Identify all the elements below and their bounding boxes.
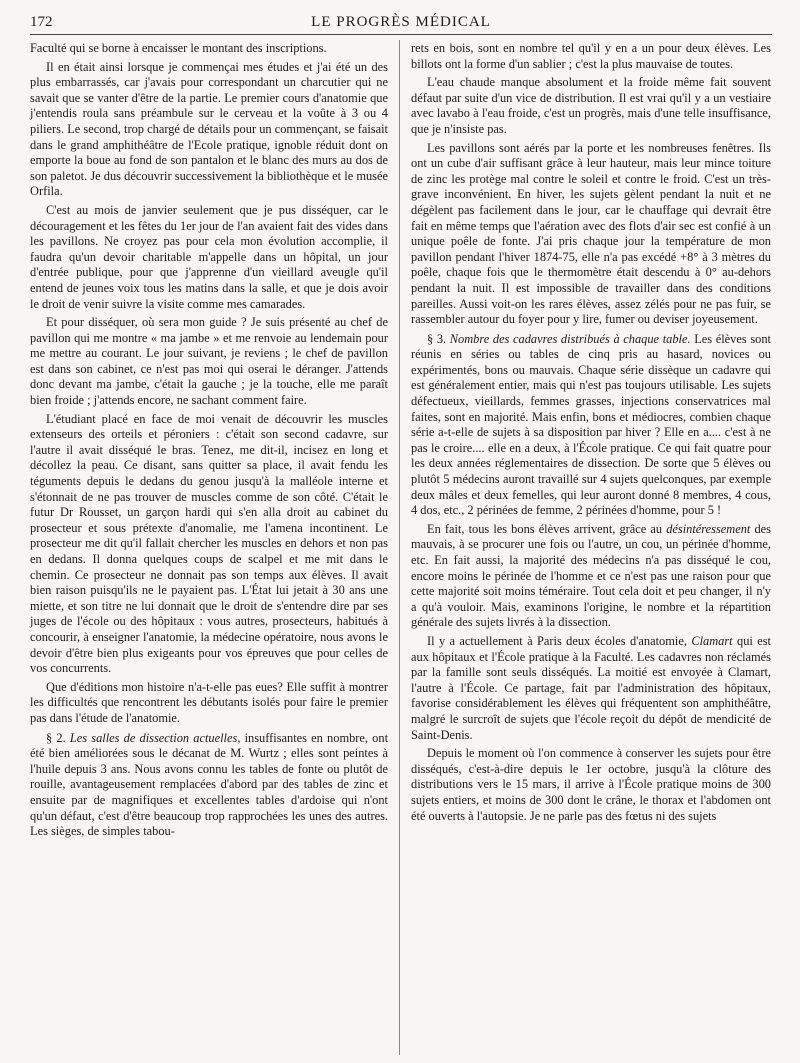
- paragraph-text: rets en bois, sont en nombre tel qu'il y en a un pour deux élèves. Les billots ont la forme d'un sablier ; c'est la plus mauvaise de toutes.: [411, 41, 771, 71]
- paragraph: [411, 41, 771, 72]
- paragraph-text: Les pavillons sont aérés par la porte et les nombreuses fenêtres. Ils ont un cube d'air suffisant grâce à leur hauteur, mais leur mince toiture de zinc les protège mal contre le soleil et contre le froid. C'est un très-grave inconvénient. En hiver, les sujets gèlent pendant la nuit et ne dégèlent pas facilement dans le jour, car le chauffage qui devrait être fait en même temps que l'aération avec des flots d'air sec est confié à un unique poêle de fonte. J'ai pris chaque jour la température de mon pavillon pendant l'hiver 1874-75, elle n'a pas excédé +8° à 3 mètres du poêle, chaque fois que le thermomètre était descendu à 0° au-dehors pendant la nuit. Il est impossible de travailler dans des conditions pareilles. Aussi voit-on les rares élèves, assez zélés pour ne pas fuir, se rassembler autour du foyer pour y lire, fumer ou deviser joyeusement.: [411, 140, 771, 327]
- paragraph: [411, 332, 771, 519]
- left-column: [30, 41, 388, 840]
- paragraph-text: L'eau chaude manque absolument et la froide même fait souvent défaut par suite d'un vice de distribution. Il est vrai qu'il y a un vestiaire avec lavabo à l'eau froide, c'est un progrès, mais d'une telle insuffisance, que je n'insiste pas.: [411, 75, 771, 136]
- paragraph-text: Les élèves sont réunis en séries ou tables de cinq pris au hasard, novices ou expérimentés, bons ou mauvais. Chaque série dissèque un cadavre qui est généralement entier, mais qui n'est pas toujours utilisable. Les sujets défectueux, vieillards, femmes grasses, injections conservatrices mal faites, sont en majorité. Mais enfin, bons et médiocres, combien chaque série a-t-elle de sujets à sa disposition par hiver ? Elle en a.... c'est à ne pas le croire.... elle en a deux, à l'École pratique. Ce qui fait quatre pour les deux années réglementaires de dissection. De sorte que 5 élèves ou plutôt 5 médecins auront travaillé sur 4 sujets quelconques, par exemple deux mâles et deux femelles, qui leur auront donné 8 membres, 4 cous, 4 dos, etc., 2 périnées de femme, 2 périnées d'homme, pour 5 !: [411, 331, 771, 518]
- paragraph-lead: Il y a actuellement à Paris deux écoles d'anatomie,: [427, 633, 692, 648]
- paragraph-text: C'est au mois de janvier seulement que je pus disséquer, car le découragement et les fêtes du 1er jour de l'an avaient fait des vides dans les pavillons. Ne croyez pas pour cela mon évolution accomplie, il faudra qu'un devoir charitable m'appelle dans un hôpital, un jour d'entrée publique, pour que j'apprenne d'un vieillard aveugle qu'il entend de jeunes voix tous les matins dans la salle, et que je dois avoir le droit de venir suivre la visite comme mes camarades.: [30, 202, 388, 311]
- page-number: 172: [30, 14, 53, 30]
- right-column: [411, 41, 771, 824]
- paragraph-text: L'étudiant placé en face de moi venait de découvrir les muscles extenseurs des orteils et péroniers : c'était son second cadavre, sur l'autre il avait disséqué le bras. Tenez, me dit-il, incisez en long et décollez la peau. Ce disant, sans quitter sa place, il avait fendu les téguments depuis le dedans du genou jusqu'à la malléole interne et s'étonnait de ne pas trouver de muscles comme de son côté. C'était le futur Dr Rousset, un garçon hardi qui s'en alla droit au cabinet du prosecteur et sous prétexte d'anomalie, me l'amena incontinent. Le prosecteur me dit qu'il fallait chercher les muscles en dehors et non pas en dedans. Il donna quelques coups de scalpel et me mit dans le chemin. Ce prosecteur ne donnait pas son temps aux élèves. Il avait bien raison puisqu'ils ne le payaient pas. L'État lui jetait à 30 ans une miette, et son titre ne lui donnait que le droit de s'entendre dire par ses juges de l'école ou des hôpitaux : vous autres, prosecteurs, habitués à concourir, à enseigner l'anatomie, la médecine opératoire, nous avons le devoir d'être bien plus exigeants pour vos épreuves que pour celles de vos concurrents.: [30, 411, 388, 676]
- running-title: LE PROGRÈS MÉDICAL: [311, 14, 491, 30]
- paragraph-lead: § 3.: [427, 331, 450, 346]
- paragraph: [411, 522, 771, 631]
- paragraph: [411, 75, 771, 137]
- paragraph: [30, 203, 388, 312]
- italic-phrase: Nombre des cadavres distribués à chaque table.: [449, 331, 691, 346]
- paragraph: [411, 634, 771, 743]
- paragraph-text: Et pour disséquer, où sera mon guide ? Je suis présenté au chef de pavillon qui me montre « ma jambe » et me renvoie au lendemain pour me mettre au courant. Le jour suivant, je reviens ; le chef de pavillon est dans son cabinet, ce n'est pas moi qui oserai le déranger. J'attends donc devant ma jambe, c'était la gauche ; je la touche, elle me paraît bien froide ; j'attends encore, ne sachant comment faire.: [30, 315, 388, 408]
- paragraph-lead: En fait, tous les bons élèves arrivent, grâce au: [427, 521, 667, 536]
- italic-phrase: Les salles de dissection actuelles: [69, 730, 238, 745]
- paragraph-text: Que d'éditions mon histoire n'a-t-elle pas eues? Elle suffit à montrer les difficultés que rencontrent les débutants isolés pour faire le premier pas dans l'étude de l'anatomie.: [30, 679, 388, 725]
- paragraph: [30, 60, 388, 200]
- paragraph-lead: § 2.: [46, 730, 70, 745]
- paragraph: [30, 680, 388, 727]
- paragraph-text: , insuffisantes en nombre, ont été bien améliorées sous le décanat de M. Wurtz ; elles sont peintes à l'huile depuis 3 ans. Nous avons connu les tables de fonte ou plutôt de rouille, avantageusement remplacées d'abord par des tables de zinc et ensuite par de magnifiques et excellentes tables d'ardoise qui n'ont qu'un défaut, c'est d'être beaucoup trop rapprochées les unes des autres. Les sièges, de simples tabou-: [30, 730, 389, 839]
- paragraph-text: Faculté qui se borne à encaisser le montant des inscriptions.: [30, 41, 327, 55]
- paragraph: [411, 141, 771, 328]
- paragraph: [30, 412, 388, 677]
- paragraph: [30, 41, 388, 57]
- page-header: [30, 10, 772, 35]
- paragraph-text: qui est aux hôpitaux et l'École pratique à la Faculté. Les cadavres non réclamés par la famille sont seuls disséqués. La moitié est envoyée à Clamart, l'autre à l'École. Ce partage, fait par l'administration des hôpitaux, favorise considérablement les élèves qui fréquentent son amphithéâtre, malgré le surcroît de sujets que l'école reçoit du dépôt de mendicité de Saint-Denis.: [411, 633, 771, 742]
- paragraph-text: Il en était ainsi lorsque je commençai mes études et j'ai été un des plus embarrassés, car j'avais pour correspondant un charcutier qui ne savait que se vanter d'être de la partie. Le premier cours d'anatomie que j'entendis roula sans préambule sur le cerveau et la voûte à 3 ou 4 piliers. Le second, trop chargé de détails pour un commençant, se faisait dans le grand amphithéâtre de l'Ecole pratique, ignoble réduit dont on emporte la boue au fond de son pantalon et le blanc des murs au dos de son paletot. Je dus découvrir successivement la bibliothèque et le musée Orfila.: [30, 59, 388, 199]
- paragraph: [411, 746, 771, 824]
- paragraph-text: des mauvais, à se procurer une fois ou l'autre, un cou, un périnée d'homme, etc. En fait aussi, la majorité des médecins n'a pas disséqué le cou, encore moins le périnée de l'homme et ce n'est pas une raison pour que cette majorité soit moins téméraire. Tout cela doit et peu changer, il n'y a qu'à vouloir. Mais, examinons l'origine, le nombre et la répartition générale des sujets livrés à la dissection.: [411, 521, 771, 630]
- paragraph-text: Depuis le moment où l'on commence à conserver les sujets pour être disséqués, c'est-à-dire depuis le 1er octobre, jusqu'à la clôture des distributions vers le 15 mars, il arrive à l'École pratique moins de 300 sujets entiers, et moins de 300 dont le crâne, le thorax et l'abdomen ont été ouverts à l'autopsie. Je ne parle pas des fœtus ni des sujets: [411, 746, 771, 823]
- paragraph: [30, 315, 388, 409]
- paragraph: [30, 731, 388, 840]
- italic-phrase: désintéressement: [666, 521, 751, 536]
- italic-phrase: Clamart: [691, 633, 733, 648]
- column-divider: [399, 40, 400, 1055]
